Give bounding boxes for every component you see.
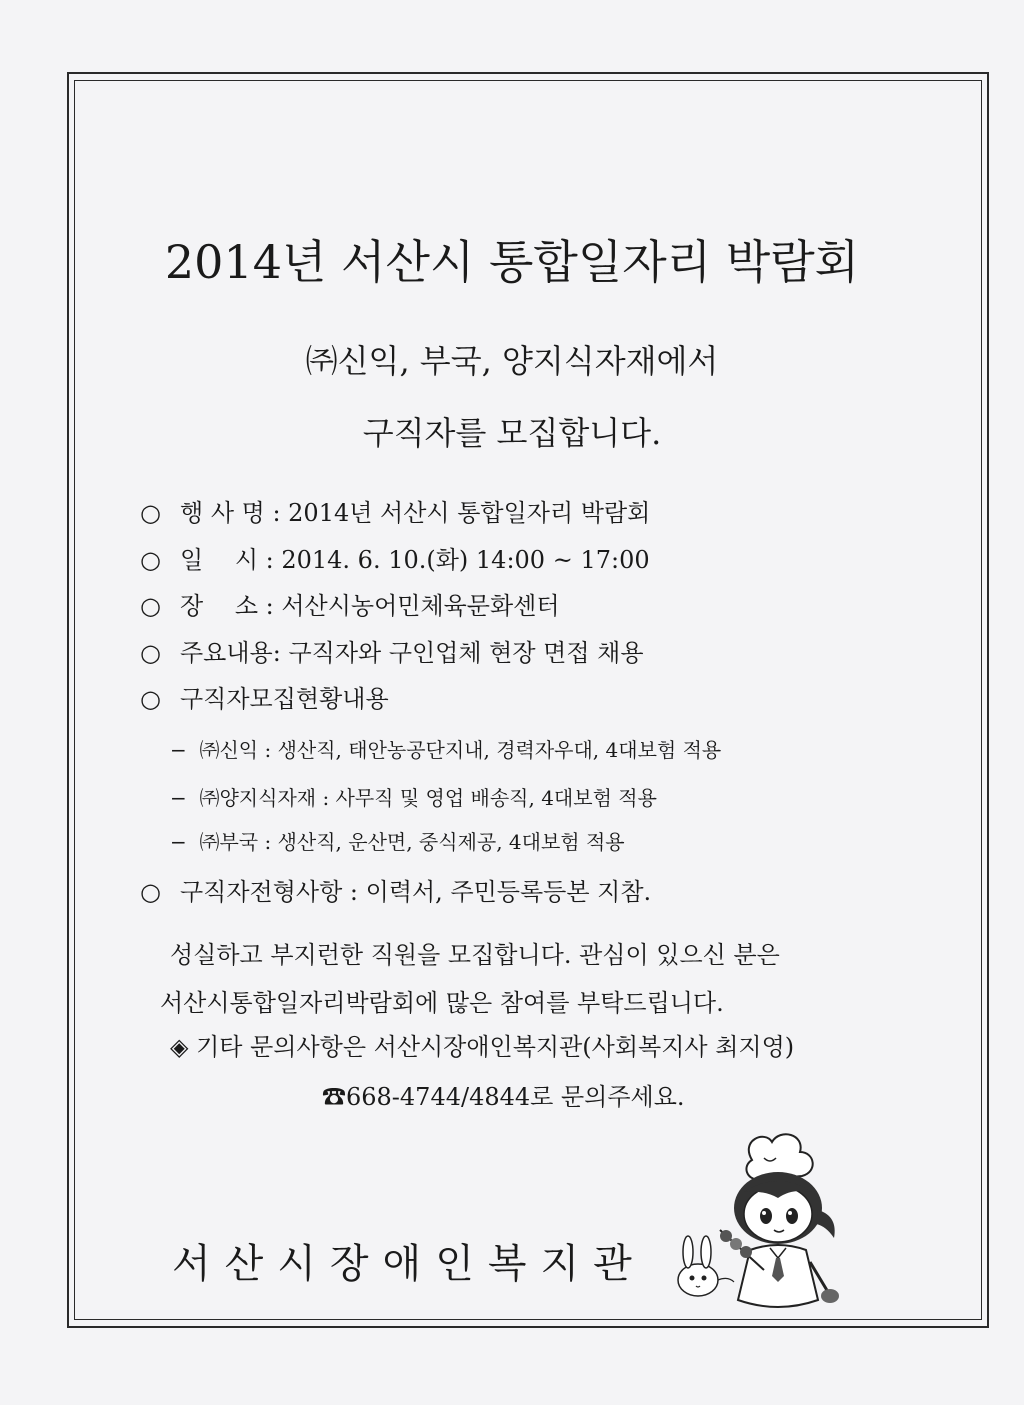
chef-girl-and-rabbit-illustration bbox=[660, 1130, 850, 1315]
organization-name: 서산시장애인복지관 bbox=[172, 1241, 646, 1287]
sub-item: − ㈜부국 : 생산직, 운산면, 중식제공, 4대보험 적용 bbox=[170, 830, 625, 854]
subtitle-recruiting: 구직자를 모집합니다. bbox=[362, 414, 662, 452]
list-item: ○ 일 시 : 2014. 6. 10.(화) 14:00 ~ 17:00 bbox=[140, 546, 650, 574]
list-item: ○ 장 소 : 서산시농어민체육문화센터 bbox=[140, 592, 560, 620]
sub-item: − ㈜신익 : 생산직, 태안농공단지내, 경력자우대, 4대보험 적용 bbox=[170, 738, 722, 762]
requirements-item: ○ 구직자전형사항 : 이력서, 주민등록등본 지참. bbox=[140, 878, 652, 906]
closing-text: 성실하고 부지런한 직원을 모집합니다. 관심이 있으신 분은 bbox=[170, 941, 780, 969]
poster-title: 2014년 서산시 통합일자리 박람회 bbox=[164, 235, 860, 289]
closing-text: 서산시통합일자리박람회에 많은 참여를 부탁드립니다. bbox=[160, 989, 724, 1017]
list-item: ○ 주요내용: 구직자와 구인업체 현장 면접 채용 bbox=[140, 639, 644, 667]
sub-item: − ㈜양지식자재 : 사무직 및 영업 배송직, 4대보험 적용 bbox=[170, 786, 657, 810]
phone-text: ☎668-4744/4844로 문의주세요. bbox=[322, 1083, 685, 1111]
subtitle-companies: ㈜신익, 부국, 양지식자재에서 bbox=[305, 342, 719, 380]
list-item: ○ 구직자모집현황내용 bbox=[140, 685, 389, 713]
list-item: ○ 행 사 명 : 2014년 서산시 통합일자리 박람회 bbox=[140, 499, 651, 527]
inquiry-text: ◈ 기타 문의사항은 서산시장애인복지관(사회복지사 최지영) bbox=[170, 1033, 795, 1061]
